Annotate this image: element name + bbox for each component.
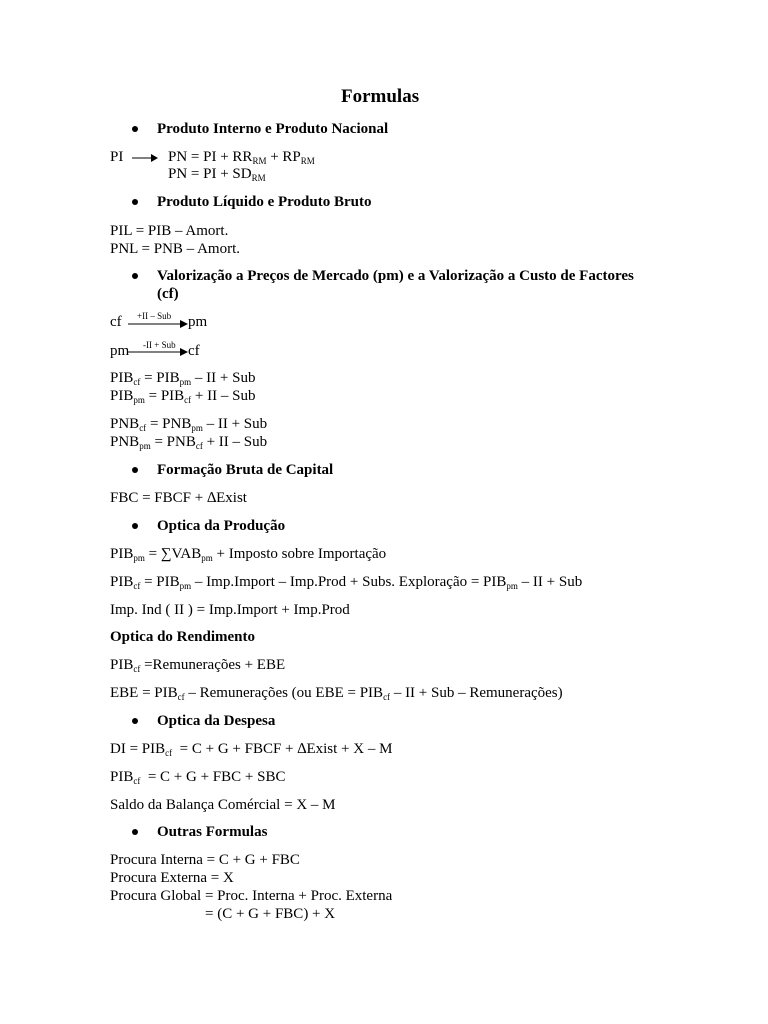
formula-pib-cf-despesa: $PIB_{cf} = C + G$ + FBC + SBC — [110, 769, 286, 786]
formula-saldo-balanca: Saldo da Balança Comércial = X – M — [110, 797, 336, 813]
page-title: Formulas — [341, 86, 420, 107]
heading-valorizacao: Valorização a Preços de Mercado (pm) e a Valorização a Custo de Factores — [157, 268, 634, 284]
formula-fbc: FBC = FBCF + ∆Exist — [110, 490, 247, 506]
heading-produto-interno-nacional: Produto Interno e Produto Nacional — [157, 121, 389, 137]
formula-pib-cf-producao: $PIB_{cf} = PIB_{pm}$ – Imp.Import – Imp.Prod + Subs. Exploração = $PIB_{pm}$ – II + Sub — [110, 574, 583, 591]
formula-pnb-cf: $PNB_{cf} = PNB_{pm}$ – II + Sub — [110, 416, 268, 433]
formula-pib-pm-vab: $PIB_{pm} = \sum VAB_{pm}$ + Imposto sobre Importação — [110, 546, 387, 563]
conversion-from-cf: cf — [110, 314, 122, 330]
heading-valorizacao-cont: (cf) — [157, 286, 179, 302]
conversion-label-1: +II – Sub — [137, 311, 172, 321]
conversion-from-pm: pm — [110, 343, 130, 359]
formula-ebe: EBE = $PIB_{cf}$ – Remunerações (ou EBE = $PIB_{cf}$ – II + Sub – Remunerações) — [110, 685, 563, 702]
formula-pn-1: PN = PI + $RR_{RM} + RP_{RM}$ — [168, 149, 315, 166]
heading-outras-formulas: Outras Formulas — [157, 824, 268, 840]
formula-procura-interna: Procura Interna = C + G + FBC — [110, 852, 300, 868]
heading-produto-liquido-bruto: Produto Líquido e Produto Bruto — [157, 194, 372, 210]
heading-optica-rendimento: Optica do Rendimento — [110, 629, 256, 645]
formula-procura-externa: Procura Externa = X — [110, 870, 234, 886]
formula-di: DI = $PIB_{cf} = C + G$ + FBCF + ∆Exist + X – M — [110, 741, 393, 758]
conversion-label-2: -II + Sub — [143, 340, 176, 350]
conversion-to-cf: cf — [188, 343, 200, 359]
heading-formacao-bruta: Formação Bruta de Capital — [157, 462, 334, 478]
arrow-icon — [128, 346, 188, 358]
formula-procura-global: Procura Global = Proc. Interna + Proc. Externa — [110, 888, 393, 904]
formula-pn-2: PN = PI + $SD_{RM}$ — [168, 166, 266, 183]
formula-pil: PIL = PIB – Amort. — [110, 223, 229, 239]
formula-pib-pm: $PIB_{pm} = PIB_{cf}$ + II – Sub — [110, 388, 256, 405]
heading-optica-producao: Optica da Produção — [157, 518, 286, 534]
arrow-icon — [132, 152, 158, 164]
formula-pnb-pm: $PNB_{pm} = PNB_{cf}$ + II – Sub — [110, 434, 268, 451]
formula-pi-label: PI — [110, 149, 124, 165]
formula-imp-ind: Imp. Ind ( II ) = Imp.Import + Imp.Prod — [110, 602, 350, 618]
formula-pib-cf: $PIB_{cf} = PIB_{pm}$ – II + Sub — [110, 370, 256, 387]
heading-optica-despesa: Optica da Despesa — [157, 713, 276, 729]
arrow-icon — [128, 318, 188, 330]
conversion-to-pm: pm — [188, 314, 208, 330]
formula-procura-global-expanded: = (C + G + FBC) + X — [205, 906, 336, 922]
formula-pib-cf-rendimento: $PIB_{cf}$ =Remunerações + EBE — [110, 657, 286, 674]
formula-pnl: PNL = PNB – Amort. — [110, 241, 241, 257]
